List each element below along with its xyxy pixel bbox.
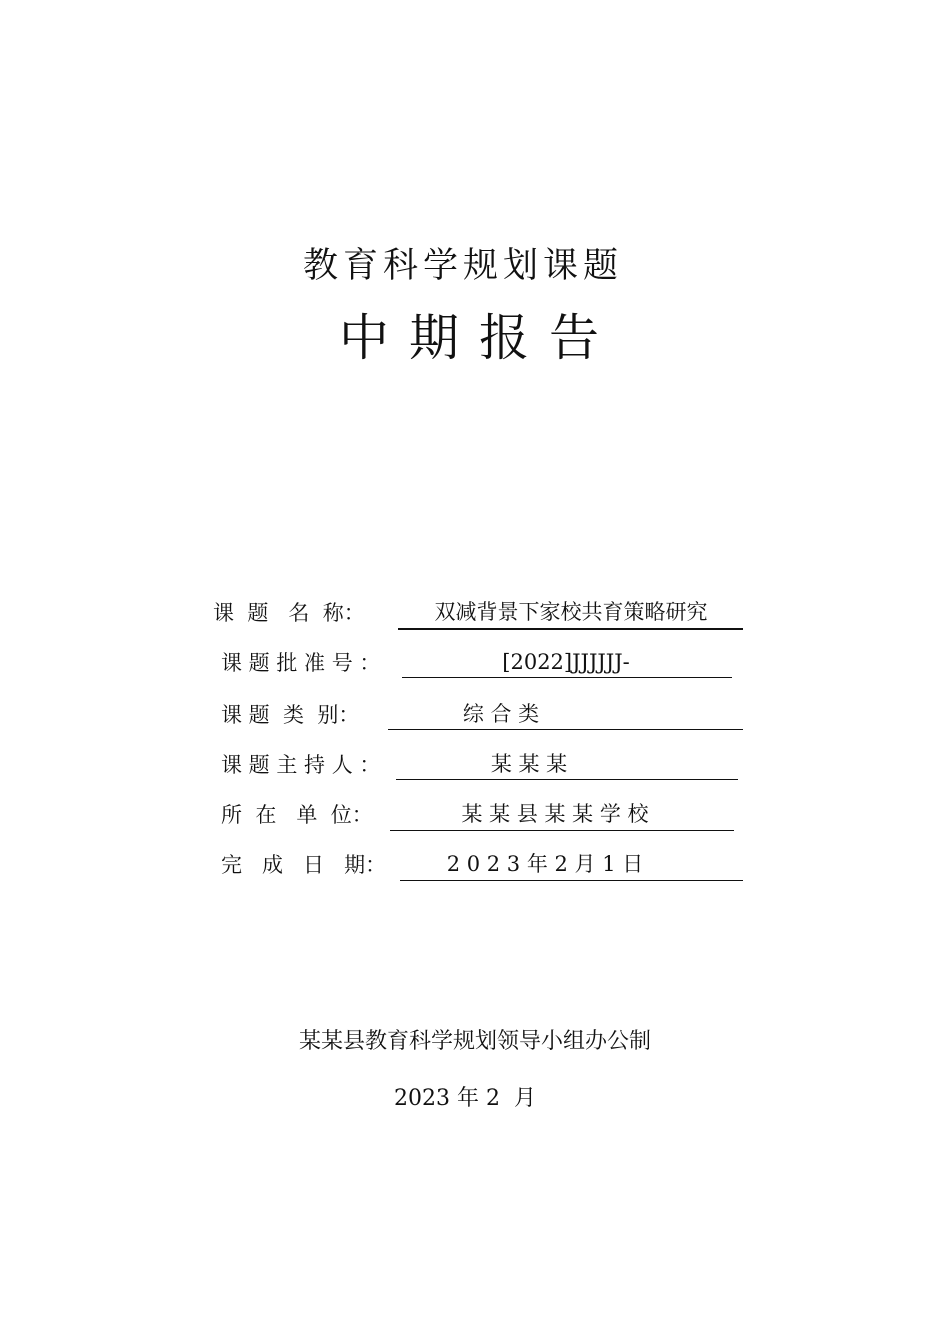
approval-number-value: [2022]JJJJJJ- bbox=[502, 650, 630, 674]
report-category-title: 教育科学规划课题 bbox=[302, 246, 623, 286]
topic-name-value: 双减背景下家校共育策略研究 bbox=[434, 600, 708, 624]
topic-name-underline bbox=[398, 628, 743, 630]
topic-category-label: 课 题 类 别： bbox=[221, 703, 360, 727]
topic-host-label: 课 题 主 持 人 ： bbox=[221, 753, 381, 777]
approval-number-label: 课 题 批 准 号 ： bbox=[221, 651, 381, 675]
approval-number-underline bbox=[402, 677, 732, 678]
issue-date: 2023 年 2 月 bbox=[394, 1086, 536, 1111]
completion-date-underline bbox=[400, 880, 743, 881]
organization-label: 所 在 单 位： bbox=[221, 803, 373, 827]
organization-value: 某 某 县 某 某 学 校 bbox=[461, 802, 649, 826]
topic-name-label: 课 题 名 称： bbox=[213, 601, 365, 625]
organization-underline bbox=[390, 830, 734, 831]
topic-host-underline bbox=[396, 779, 738, 780]
issuing-organization: 某某县教育科学规划领导小组办公制 bbox=[298, 1029, 651, 1054]
completion-date-value: 2 0 2 3 年 2 月 1 日 bbox=[446, 852, 644, 876]
topic-category-value: 综 合 类 bbox=[462, 702, 540, 726]
completion-date-label: 完 成 日 期： bbox=[221, 853, 387, 877]
topic-host-value: 某 某 某 bbox=[490, 752, 568, 776]
topic-category-underline bbox=[388, 729, 743, 730]
report-main-title: 中期报告 bbox=[339, 309, 619, 367]
